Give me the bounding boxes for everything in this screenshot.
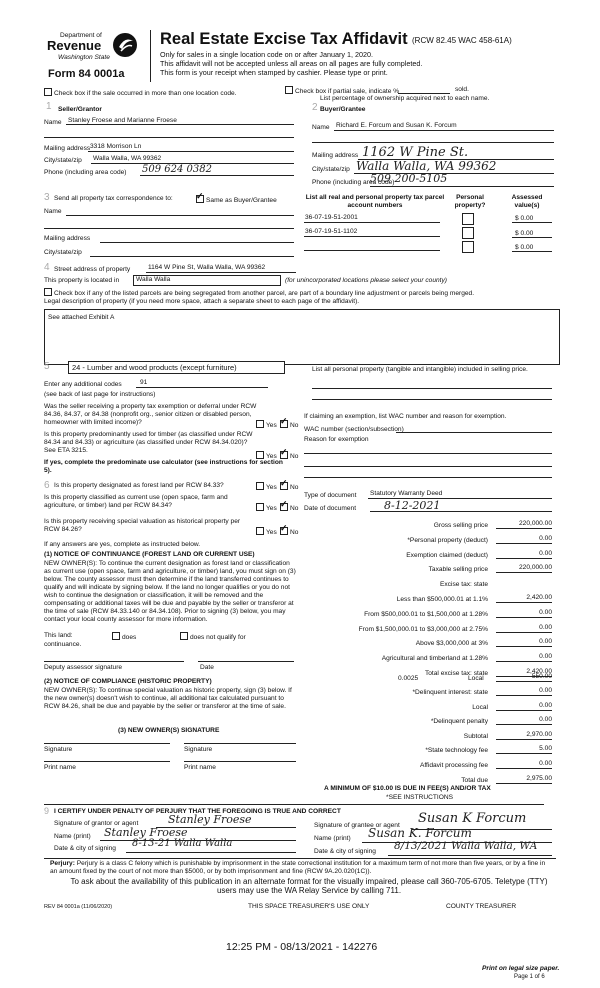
grantor-date-city-line xyxy=(126,852,296,853)
does-qualify-check[interactable]: does xyxy=(112,632,136,642)
exemption-claim-note: If claiming an exemption, list WAC number and reason for exemption. xyxy=(304,413,507,420)
treasurer-use-note: THIS SPACE TREASURER'S USE ONLY xyxy=(248,903,370,910)
seller-name-value[interactable]: Stanley Froese and Marianne Froese xyxy=(68,117,177,124)
timber-question: Is this property predominantly used for timber (as classified under RCW 84.34 and 84.33) or agriculture (as classified under RCW 84.34.020)? See ETA 3215. xyxy=(44,431,253,454)
assessed-value-3[interactable]: $ 0.00 xyxy=(515,244,534,251)
header-line-3: This form is your receipt when stamped by cashier. Please type or print. xyxy=(160,68,388,77)
if-yes-note: If yes, complete the predominate use calculator (see instructions for section 5). xyxy=(44,459,283,474)
assessed-value-2[interactable]: $ 0.00 xyxy=(515,230,534,237)
tax-row-value[interactable]: 0.00 xyxy=(539,760,552,767)
tax-row-value[interactable]: 2,975.00 xyxy=(526,774,552,782)
tax-row-line xyxy=(496,558,552,559)
buyer-name-value[interactable]: Richard E. Forcum and Susan K. Forcum xyxy=(336,122,457,129)
print-name-label-2: Print name xyxy=(184,764,216,771)
grantor-name-label: Name (print) xyxy=(54,833,91,840)
tax-row-line xyxy=(496,646,552,647)
historic-no[interactable]: ✓ No xyxy=(280,527,298,537)
dor-logo-icon xyxy=(112,32,138,63)
wac-label: WAC number (section/subsection) xyxy=(304,426,404,433)
buyer-blank-line xyxy=(312,142,554,143)
personal-property-note: List all personal property (tangible and intangible) included in selling price. xyxy=(312,366,528,373)
legal-label: Legal description of property (if you need more space, attach a separate sheet to each page of the affidavit). xyxy=(44,298,360,305)
local-label: Local xyxy=(468,675,484,682)
buyer-phone-value[interactable]: 509 200-5105 xyxy=(370,172,448,185)
tax-row-line xyxy=(496,753,552,754)
tax-row-line xyxy=(496,617,552,618)
grantee-date-city-line xyxy=(388,855,552,856)
tax-row-value[interactable]: 0.00 xyxy=(539,638,552,646)
local-tax-value[interactable]: 550.00 xyxy=(531,673,552,680)
segregated-check[interactable]: Check box if any of the listed parcels are being segregated from another parcel, are part of a boundary line adjustment or parcels being merged. xyxy=(44,288,474,298)
corr-mailing-label: Mailing address xyxy=(44,235,91,242)
grantor-signature-label: Signature of grantor or agent xyxy=(54,820,139,827)
seller-city-label: City/state/zip xyxy=(44,157,82,164)
q1-no[interactable]: ✓ No xyxy=(280,420,298,430)
tax-row-value[interactable]: 0.00 xyxy=(539,687,552,694)
parcel-header: List all real and personal property tax parcel account numbers xyxy=(305,194,445,209)
tax-row-value[interactable]: 0.00 xyxy=(539,549,552,557)
street-label: Street address of property xyxy=(54,266,131,273)
seller-blank-line xyxy=(44,137,294,138)
seller-phone-value[interactable]: 509 624 0382 xyxy=(142,164,212,175)
seller-heading: Seller/Grantor xyxy=(58,106,102,113)
tax-row-label: Affidavit processing fee xyxy=(419,762,488,769)
personal-property-checkbox-1[interactable] xyxy=(462,213,474,225)
assessed-line-2 xyxy=(512,237,552,238)
tax-row-line xyxy=(496,661,552,662)
grantee-name-label: Name (print) xyxy=(314,835,351,842)
corr-name-line xyxy=(66,215,294,216)
legal-paper-note: Print on legal size paper. xyxy=(482,965,560,972)
section-1-number: 1 xyxy=(46,101,52,112)
partial-sale-line xyxy=(398,93,450,94)
corr-name-label: Name xyxy=(44,208,62,215)
correspondence-text: Send all property tax correspondence to: xyxy=(54,195,173,202)
buyer-city-label: City/state/zip xyxy=(312,166,350,173)
grantor-name-print[interactable]: Stanley Froese xyxy=(104,826,188,839)
seller-phone-line xyxy=(140,175,294,176)
tax-row-value[interactable]: 0.00 xyxy=(539,653,552,661)
tax-row-line xyxy=(496,602,552,603)
buyer-mailing-label: Mailing address xyxy=(312,152,359,159)
tax-row-value[interactable]: 220,000.00 xyxy=(518,564,552,572)
assessed-line-1 xyxy=(512,222,552,223)
tax-row-label: From $500,000.01 to $1,500,000 at 1.28% xyxy=(364,610,488,618)
tax-row-line xyxy=(496,632,552,633)
perjury-notice: Perjury: Perjury is a class C felony which is punishable by imprisonment in the state correctional institution for a maximum term of not more than five years, or by a fine in an amount fixed by the court of not more than $5000, or by both imprisonment and fine (RCW 9A.20.020(1C)). xyxy=(50,860,546,875)
seller-name-label: Name xyxy=(44,119,62,126)
dept-line-3: Washington State xyxy=(58,54,110,61)
tax-row-line xyxy=(496,695,552,696)
new-owner-heading: (3) NEW OWNER(S) SIGNATURE xyxy=(118,727,220,734)
buyer-heading: Buyer/Grantee xyxy=(320,106,366,113)
grantee-date-city-label: Date & city of signing xyxy=(314,848,376,855)
local-rate: 0.0025 xyxy=(398,675,419,682)
section-6-number: 6 xyxy=(44,480,50,491)
doc-date-line xyxy=(370,511,552,512)
forest-no[interactable]: ✓ No xyxy=(280,482,298,492)
see-back-note: (see back of last page for instructions) xyxy=(44,391,156,398)
multi-location-check[interactable]: Check box if the sale occurred in more than one location code. xyxy=(44,88,237,98)
tax-row-label: Less than $500,000.01 at 1.1% xyxy=(396,596,488,603)
seller-mailing-value[interactable]: 3318 Morrison Ln xyxy=(90,143,142,150)
tax-row-label: Above $3,000,000 at 3% xyxy=(415,640,488,648)
current-use-no[interactable]: ✓ No xyxy=(280,503,298,513)
additional-codes-line xyxy=(136,387,268,388)
buyer-name-label: Name xyxy=(312,124,330,131)
tax-row-line xyxy=(496,783,552,784)
doc-type-label: Type of document xyxy=(304,492,357,499)
assessed-line-3 xyxy=(512,251,552,252)
personal-line-1 xyxy=(312,388,552,389)
seller-name-line xyxy=(66,124,294,125)
header-line-1: Only for sales in a single location code on or after January 1, 2020. xyxy=(160,50,373,59)
personal-property-checkbox-3[interactable] xyxy=(462,241,474,253)
doc-date-label: Date of document xyxy=(304,505,357,512)
section-4-number: 4 xyxy=(44,262,50,273)
dept-line-1: Department of xyxy=(60,32,102,39)
section-3-number: 3 xyxy=(44,192,50,203)
forest-question: Is this property designated as forest land per RCW 84.33? xyxy=(54,482,224,489)
notice-compliance-text: NEW OWNER(S): To continue special valuation as historic property, sign (3) below. If the new owner(s) doesn't wish to continue, all additional tax calculated pursuant to RCW 84.26, shall be due and payable by the seller or transferor at the time of sale. xyxy=(44,687,292,710)
reason-line-1 xyxy=(304,453,552,454)
partial-sale-check[interactable]: Check box if partial sale, indicate % xyxy=(285,86,399,96)
tax-row-label: Total due xyxy=(461,776,488,784)
historic-yes[interactable]: Yes xyxy=(256,527,277,537)
tax-row-label: Exemption claimed (deduct) xyxy=(406,551,488,559)
doc-top-line xyxy=(304,477,552,478)
forest-yes[interactable]: Yes xyxy=(256,482,277,492)
form-citation: (RCW 82.45 WAC 458-61A) xyxy=(412,36,512,45)
grantee-date-city[interactable]: 8/13/2021 Walla Walla, WA xyxy=(394,840,538,852)
tax-row-label: *Delinquent interest: state xyxy=(412,689,488,696)
form-title: Real Estate Excise Tax Affidavit xyxy=(160,30,408,48)
section-5-number: 5 xyxy=(44,361,50,372)
buyer-phone-line xyxy=(370,186,554,187)
doc-type-value[interactable]: Statutory Warranty Deed xyxy=(370,490,443,497)
print-name-label-1: Print name xyxy=(44,764,76,771)
tax-row-value[interactable]: 0.00 xyxy=(539,716,552,724)
q2-no[interactable]: ✓ No xyxy=(280,451,298,461)
buyer-name-line xyxy=(334,130,554,131)
parcel-number-1[interactable]: 36-07-19-51-2001 xyxy=(305,214,358,221)
ownership-note: List percentage of ownership acquired next to each name. xyxy=(320,95,490,102)
tax-row-label: From $1,500,000.01 to $3,000,000 at 2.75% xyxy=(358,625,488,633)
street-line xyxy=(146,272,296,273)
tax-row-line xyxy=(496,739,552,740)
perjury-rule xyxy=(44,858,556,859)
located-select[interactable]: Walla Walla xyxy=(133,275,281,286)
personal-property-header: Personal property? xyxy=(454,194,486,209)
tax-row-value[interactable]: 2,970.00 xyxy=(526,730,552,738)
deputy-signature-label: Deputy assessor signature xyxy=(44,664,123,671)
legal-description-field[interactable]: See attached Exhibit A xyxy=(44,309,560,365)
tax-row-value[interactable]: 0.00 xyxy=(539,534,552,542)
corr-blank-line xyxy=(44,228,294,229)
seller-city-value[interactable]: Walla Walla, WA 99362 xyxy=(93,155,162,162)
revision-number: REV 84 0001a (11/06/2020) xyxy=(44,904,113,910)
notice-continuance-heading: (1) NOTICE OF CONTINUANCE (FOREST LAND OR CURRENT USE) xyxy=(44,551,255,558)
same-as-buyer-check[interactable]: ✓ Same as Buyer/Grantee xyxy=(196,195,277,205)
additional-codes-label: Enter any additional codes xyxy=(44,381,122,388)
tax-row-value[interactable]: 5.00 xyxy=(539,745,552,753)
assessed-value-header: Assessed value(s) xyxy=(511,194,543,209)
tax-row-label: Subtotal xyxy=(463,732,488,740)
additional-codes-value[interactable]: 91 xyxy=(140,379,148,386)
grantor-signature[interactable]: Stanley Froese xyxy=(168,813,252,826)
doc-date-value[interactable]: 8-12-2021 xyxy=(384,499,441,512)
signature-line-1 xyxy=(44,743,170,744)
tax-row-line xyxy=(496,528,552,529)
corr-city-line xyxy=(90,256,294,257)
personal-line-2 xyxy=(312,399,552,400)
tax-row-label: *Delinquent penalty xyxy=(430,718,488,726)
tax-row-line xyxy=(496,768,552,769)
tax-row-line xyxy=(496,543,552,544)
tax-row-value[interactable]: 2,420.00 xyxy=(526,594,552,601)
personal-property-checkbox-2[interactable] xyxy=(462,227,474,239)
reason-label: Reason for exemption xyxy=(304,436,369,443)
seller-mailing-line xyxy=(88,151,294,152)
see-instructions-note: *SEE INSTRUCTIONS xyxy=(386,794,454,801)
continuance-label: continuance. xyxy=(44,641,82,648)
section-2-number: 2 xyxy=(312,102,318,113)
buyer-mailing-value[interactable]: 1162 W Pine St. xyxy=(362,145,469,160)
tax-row-value[interactable]: 220,000.00 xyxy=(518,520,552,527)
located-label: This property is located in xyxy=(44,277,120,284)
current-use-question: Is this property classified as current use (open space, farm and agriculture, or timber) land per RCW 84.34? xyxy=(44,494,228,509)
section-9-number: 9 xyxy=(44,806,50,816)
parcel-line-2 xyxy=(304,236,440,237)
grantee-signature[interactable]: Susan K Forcum xyxy=(418,811,527,826)
tax-row-value[interactable]: 2,420.00 xyxy=(526,668,552,675)
does-not-qualify-check[interactable]: does not qualify for xyxy=(180,632,246,642)
reason-line-2 xyxy=(304,466,552,467)
street-value[interactable]: 1164 W Pine St, Walla Walla, WA 99362 xyxy=(148,264,266,271)
tax-row-label: Gross selling price xyxy=(433,522,488,529)
tax-row-value[interactable]: 0.00 xyxy=(539,623,552,631)
tax-row-line xyxy=(496,724,552,725)
tax-row-value[interactable]: 0.00 xyxy=(539,608,552,616)
signature-line-2 xyxy=(184,743,296,744)
this-land-label: This land: xyxy=(44,632,73,639)
form-number: Form 84 0001a xyxy=(48,68,125,80)
grantor-date-city[interactable]: 8-13-21 Walla Walla xyxy=(132,838,233,849)
print-name-line-1 xyxy=(44,761,170,762)
certify-statement: I CERTIFY UNDER PENALTY OF PERJURY THAT THE FOREGOING IS TRUE AND CORRECT xyxy=(54,808,341,815)
parcel-line-1 xyxy=(304,222,440,223)
current-use-yes[interactable]: Yes xyxy=(256,503,277,513)
tax-row-label: *Personal property (deduct) xyxy=(407,536,488,544)
notice-compliance-heading: (2) NOTICE OF COMPLIANCE (HISTORIC PROPERTY) xyxy=(44,678,212,685)
signature-label-2: Signature xyxy=(184,746,213,753)
notice-continuance-text: NEW OWNER(S): To continue the current designation as forest land or classification as current use (open space, farm and agriculture, or timber) land, you must sign on (3) below. The county assessor must then determine if the land transferred continues to qualify and will indicate by signing below. If the land no longer qualifies or you do not wish to continue the designation or classification, it will be removed and the compensating or additional taxes will be due and payable by the seller or transferor at the time of sale (RCW 84.33.140 or 84.34.108). Prior to signing (3) below, you may contact your local county assessor for more information. xyxy=(44,560,296,623)
tax-row-line xyxy=(496,710,552,711)
alternate-format-note: To ask about the availability of this publication in an alternate format for the visually impaired, please call 360-705-6705. Teletype (TTY) users may use the WA Relay Service by calling 711. xyxy=(70,877,548,895)
header-divider xyxy=(150,30,151,82)
signature-label-1: Signature xyxy=(44,746,73,753)
grantor-date-city-label: Date & city of signing xyxy=(54,845,116,852)
header-line-2: This affidavit will not be accepted unless all areas on all pages are fully completed. xyxy=(160,59,423,68)
seller-mailing-label: Mailing address xyxy=(44,145,91,152)
tax-row-label: Local xyxy=(472,703,488,711)
deputy-date-line xyxy=(198,661,294,662)
grantee-signature-label: Signature of grantee or agent xyxy=(314,822,400,829)
dept-line-2: Revenue xyxy=(47,38,102,53)
tax-row-line xyxy=(496,572,552,573)
tax-row-label: Excise tax: state xyxy=(439,581,488,589)
print-name-line-2 xyxy=(184,761,296,762)
cashier-stamp: 12:25 PM - 08/13/2021 - 142276 xyxy=(226,941,378,953)
corr-city-label: City/state/zip xyxy=(44,249,82,256)
tax-row-label: Agricultural and timberland at 1.28% xyxy=(381,655,488,663)
buyer-city-value[interactable]: Walla Walla, WA 99362 xyxy=(356,159,497,173)
if-any-yes-note: If any answers are yes, complete as instructed below. xyxy=(44,541,201,548)
minimum-due-note: A MINIMUM OF $10.00 IS DUE IN FEE(S) AND/OR TAX xyxy=(324,785,491,792)
tax-row-value[interactable]: 0.00 xyxy=(539,701,552,709)
grantee-name-print[interactable]: Susan K. Forcum xyxy=(368,826,472,840)
unincorporated-note: (for unincorporated locations please select your county) xyxy=(285,277,448,284)
county-treasurer-label: COUNTY TREASURER xyxy=(446,903,517,910)
partial-sale-suffix: sold. xyxy=(455,86,469,93)
page-number: Page 1 of 6 xyxy=(514,974,545,980)
q1-yes[interactable]: Yes xyxy=(256,420,277,430)
corr-mailing-line xyxy=(100,242,294,243)
assessed-value-1[interactable]: $ 0.00 xyxy=(515,215,534,222)
tax-row-label: *State technology fee xyxy=(425,747,488,755)
parcel-line-3 xyxy=(304,250,440,251)
historic-question: Is this property receiving special valuation as historical property per RCW 84.26? xyxy=(44,518,241,533)
parcel-number-2[interactable]: 36-07-19-51-1102 xyxy=(305,228,358,235)
exemption-question: Was the seller receiving a property tax exemption or deferral under RCW 84.36, 84.37, or 84.38 (nonprofit org., senior citizen or disabled person, homeowner with limited income)? xyxy=(44,403,257,426)
land-use-code-select[interactable]: 24 - Lumber and wood products (except furniture) xyxy=(68,361,285,374)
seller-phone-label: Phone (including area code) xyxy=(44,169,127,176)
local-tax-line xyxy=(496,681,552,682)
tax-row-label: Taxable selling price xyxy=(428,566,488,574)
buyer-phone-label: Phone (including area code) xyxy=(312,179,395,186)
q2-yes[interactable]: Yes xyxy=(256,451,277,461)
certify-top-rule xyxy=(44,804,544,805)
tax-row-label: Total excise tax: state xyxy=(424,670,488,677)
wac-line xyxy=(396,432,552,433)
deputy-signature-line xyxy=(44,661,184,662)
deputy-date-label: Date xyxy=(200,664,214,671)
